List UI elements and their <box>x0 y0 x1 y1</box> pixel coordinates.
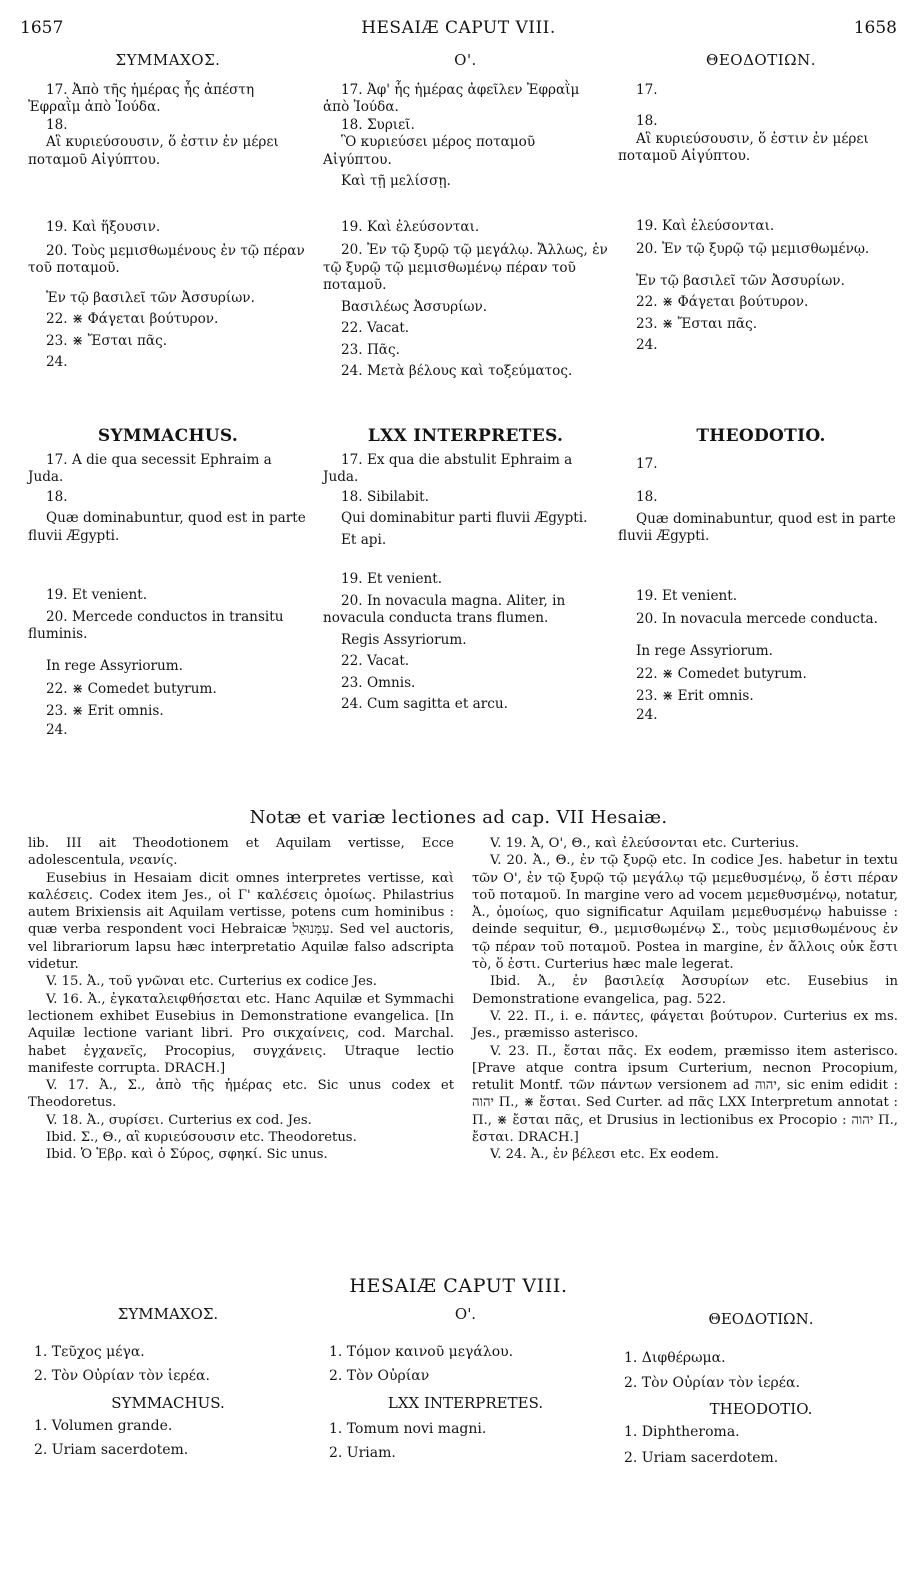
verse-line: Et api. <box>341 531 387 548</box>
page-number-left: 1657 <box>20 18 64 38</box>
note-paragraph: V. 22. Π., i. e. πάντες, φάγεται βούτυρον. Curterius ex ms. Jes., præmisso asterisco. <box>472 1008 898 1042</box>
verse-line: 24. Cum sagitta et arcu. <box>341 696 508 712</box>
verse-line: 17. <box>636 455 658 472</box>
verse-line: Ὃ κυριεύσει μέρος ποταμοῦ Αἰγύπτου. <box>323 134 536 168</box>
column-heading: THEODOTIO. <box>696 426 826 446</box>
verse-line: 20. Mercede conductos in transitu fluminis. <box>28 608 284 642</box>
verse-line: 18. Συριεῖ. <box>341 116 415 133</box>
note-paragraph: V. 17. Ἀ., Σ., ἀπὸ τῆς ἡμέρας etc. Sic unus codex et Theodoretus. <box>28 1078 454 1111</box>
verse-line: Αἳ κυριεύσουσιν, ὅ ἐστιν ἐν μέρει ποταμοῦ Αἰγύπτου. <box>618 130 869 164</box>
verse-line: 19. Et venient. <box>341 571 443 587</box>
verse-line: 2. Τὸν Οὐρίαν <box>329 1368 430 1384</box>
verse-line: 22. ⋇ Φάγεται βούτυρον. <box>636 294 809 310</box>
verse-line: 18. Sibilabit. <box>341 488 429 505</box>
verse-line: 17. Ἀφ' ἧς ἡμέρας ἀφεῖλεν Ἐφραῒμ ἀπὸ Ἰούδα. <box>323 81 580 115</box>
column-heading: Ο'. <box>454 51 477 69</box>
note-paragraph: Eusebius in Hesaiam dicit omnes interpretes vertisse, καὶ καλέσεις. Codex item Jes., οἱ Γ' καλέσεις ὁμοίως. Philastrius autem Brixiensis ait Aquilam vertisse, potens cum hominibus : quæ verba respondent voci Hebraicæ עִמָּנוּאֵל. Sed vel auctoris, vel librariorum lapsu hæc interpretatio Aquilæ falso adscripta videtur. <box>28 870 454 973</box>
verse-line: 17. <box>636 81 658 98</box>
verse-line: In rege Assyriorum. <box>46 657 183 674</box>
note-paragraph: Ibid. Σ., Θ., αἳ κυριεύσουσιν etc. Theodoretus. <box>46 1130 357 1146</box>
verse-line: 2. Τὸν Οὐρίαν τὸν ἱερέα. <box>34 1368 210 1384</box>
note-paragraph: V. 18. Ἀ., συρίσει. Curterius ex cod. Jes. <box>46 1112 312 1128</box>
verse-line: 17. Ex qua die abstulit Ephraim a Juda. <box>323 451 573 485</box>
verse-line: Βασιλέως Ἀσσυρίων. <box>341 298 488 315</box>
verse-line: Qui dominabitur parti fluvii Ægypti. <box>341 510 588 526</box>
verse-line: Καὶ τῇ μελίσσῃ. <box>341 173 451 189</box>
note-paragraph: V. 15. Ἀ., τοῦ γνῶναι etc. Curterius ex codice Jes. <box>46 974 377 990</box>
verse-line: 22. Vacat. <box>341 320 410 336</box>
note-paragraph: V. 16. Ἀ., ἐγκαταλειφθήσεται etc. Hanc Aquilæ et Symmachi lectionem exhibet Eusebius in Demonstratione evangelica. [In Aquilæ lectione variant libri. Pro σικχαίνεις, cod. Marchal. habet ἐγχανεῖς, Procopius, συγχάνεις. Utraque lectio manifeste corrupta. DRACH.] <box>28 991 454 1076</box>
verse-line: 19. Et venient. <box>46 587 148 603</box>
symmachus-latin-column <box>28 428 308 740</box>
lxx-greek-column <box>323 52 608 381</box>
verse-line: 20. In novacula magna. Aliter, in novacula conducta trans flumen. <box>323 592 566 626</box>
verse-line: 24. <box>46 722 68 738</box>
verse-line: 20. Τοὺς μεμισθωμένους ἐν τῷ πέραν τοῦ ποταμοῦ. <box>28 242 305 276</box>
running-title: HESAIÆ CAPUT VIII. <box>361 18 556 38</box>
verse-line: 22. ⋇ Comedet butyrum. <box>46 681 217 697</box>
column-heading: THEODOTIO. <box>709 1400 813 1418</box>
notes-right-column <box>472 835 898 1164</box>
verse-line: 20. Ἐν τῷ ξυρῷ τῷ μεμισθωμένῳ. <box>636 241 870 257</box>
column-heading: ΘΕΟΔΟΤΙΩΝ. <box>708 1310 814 1328</box>
chapter-title: HESAIÆ CAPUT VIII. <box>349 1275 568 1297</box>
verse-line: 17. A die qua secessit Ephraim a Juda. <box>28 451 272 485</box>
verse-line: Quæ dominabuntur, quod est in parte fluvii Ægypti. <box>28 510 306 544</box>
note-paragraph: Ibid. Ἀ., ἐν βασιλείᾳ Ἀσσυρίων etc. Eusebius in Demonstratione evangelica, pag. 522. <box>472 974 898 1007</box>
verse-line: 19. Καὶ ἐλεύσονται. <box>636 217 775 234</box>
verse-line: 23. Omnis. <box>341 674 416 691</box>
verse-line: 2. Uriam. <box>329 1445 396 1461</box>
column-heading: ΘΕΟΔΟΤΙΩΝ. <box>706 51 816 69</box>
column-heading: SYMMACHUS. <box>111 1394 225 1412</box>
verse-line: 1. Τόμον καινοῦ μεγάλου. <box>329 1344 514 1360</box>
note-paragraph: lib. III ait Theodotionem et Aquilam vertisse, Ecce adolescentula, νεανίς. <box>28 836 454 869</box>
verse-line: 24. Μετὰ βέλους καὶ τοξεύματος. <box>341 363 573 379</box>
verse-line: 17. Ἀπὸ τῆς ἡμέρας ἧς ἀπέστη Ἐφραῒμ ἀπὸ Ἰούδα. <box>28 81 255 115</box>
verse-line: 18. <box>636 113 658 129</box>
verse-line: 23. ⋇ Ἔσται πᾶς. <box>636 315 758 332</box>
verse-line: 20. In novacula mercede conducta. <box>636 611 878 627</box>
notes-left-column <box>28 835 454 1164</box>
symmachus-greek-column <box>28 52 308 372</box>
column-heading: ΣΥΜΜΑΧΟΣ. <box>117 1305 219 1323</box>
verse-line: 24. <box>46 354 68 370</box>
lxx-latin-column <box>323 428 608 714</box>
verse-line: 22. ⋇ Φάγεται βούτυρον. <box>46 311 219 327</box>
column-heading: LXX INTERPRETES. <box>387 1394 544 1412</box>
verse-line: 19. Καὶ ἐλεύσονται. <box>341 218 480 235</box>
verse-line: 1. Volumen grande. <box>34 1418 173 1434</box>
verse-line: 18. <box>46 116 68 133</box>
verse-line: 1. Tomum novi magni. <box>329 1421 487 1437</box>
column-heading: SYMMACHUS. <box>97 426 239 446</box>
verse-line: 22. Vacat. <box>341 653 410 669</box>
verse-line: 22. ⋇ Comedet butyrum. <box>636 666 807 682</box>
verse-line: Ἐν τῷ βασιλεῖ τῶν Ἀσσυρίων. <box>636 272 845 289</box>
note-paragraph: V. 23. Π., ἔσται πᾶς. Ex eodem, præmisso item asterisco. [Prave atque contra ipsum Curterium, necnon Procopium, retulit Montf. τῶν πάντων versionem ad יהוה, sic enim edidit : יהוה Π., ⋇ ἔσται. Sed Curter. ad πᾶς LXX Interpretum annotat : Π., ⋇ ἔσται πᾶς, et Drusius in lectionibus ex Procopio : יהוה Π., ἔσται. DRACH.] <box>472 1043 899 1146</box>
verse-line: 24. <box>636 707 658 723</box>
verse-line: 2. Uriam sacerdotem. <box>34 1442 189 1458</box>
verse-line: 18. <box>46 488 68 505</box>
column-heading: ΣΥΜΜΑΧΟΣ. <box>115 51 221 69</box>
verse-line: Regis Assyriorum. <box>341 631 467 648</box>
verse-line: 23. ⋇ Ἔσται πᾶς. <box>46 332 168 349</box>
verse-line: 2. Τὸν Οὐρίαν τὸν ἱερέα. <box>624 1375 800 1391</box>
verse-line: Ἐν τῷ βασιλεῖ τῶν Ἀσσυρίων. <box>46 289 255 306</box>
theodotion-latin-column <box>618 428 904 725</box>
verse-line: 1. Διφθέρωμα. <box>624 1350 726 1366</box>
note-paragraph: V. 20. Ἀ., Θ., ἐν τῷ ξυρῷ etc. In codice Jes. habetur in textu τῶν Ο', ἐν τῷ ξυρῷ τῷ μεγάλῳ τῷ μεμεθυσμένῳ, ὅ ἐστι πέραν τοῦ ποταμοῦ. In margine vero ad vocem μεμεθυσμένῳ, notatur, Ἀ., ὁμοίως, quo significatur Aquilam μεμεθυσμένῳ habuisse : deinde sequitur, Θ., μεμισθωμένῳ Σ., τοὺς μεμισθωμένους ἐν τῷ πέραν τοῦ ποταμοῦ. Postea in margine, ἐν ἄλλοις οὐκ ἔστι τὸ, ὅ ἐστι. Curterius hæc male legerat. <box>472 853 898 973</box>
verse-line: 23. Πᾶς. <box>341 341 400 358</box>
running-head <box>0 18 917 44</box>
verse-line: In rege Assyriorum. <box>636 642 773 659</box>
verse-line: Αἳ κυριεύσουσιν, ὅ ἐστιν ἐν μέρει ποταμοῦ Αἰγύπτου. <box>28 134 279 168</box>
verse-line: 2. Uriam sacerdotem. <box>624 1450 779 1466</box>
page-number-right: 1658 <box>853 18 897 38</box>
column-heading: LXX INTERPRETES. <box>367 426 564 446</box>
verse-line: 1. Diphtheroma. <box>624 1424 740 1440</box>
theodotion-greek-column <box>618 52 904 355</box>
verse-line: 19. Καὶ ἥξουσιν. <box>46 219 161 235</box>
verse-line: 20. Ἐν τῷ ξυρῷ τῷ μεγάλῳ. Ἄλλως, ἐν τῷ ξυρῷ τῷ μεμισθωμένῳ πέραν τοῦ ποταμοῦ. <box>323 242 608 293</box>
notes-title: Notæ et variæ lectiones ad cap. VII Hesaiæ. <box>249 807 668 828</box>
verse-line: 18. <box>636 489 658 505</box>
note-paragraph: V. 19. Ἀ, Ο', Θ., καὶ ἐλεύσονται etc. Curterius. <box>490 836 800 851</box>
verse-line: 24. <box>636 337 658 353</box>
column-heading: Ο'. <box>454 1305 477 1323</box>
verse-line: 1. Τεῦχος μέγα. <box>34 1344 145 1360</box>
verse-line: Quæ dominabuntur, quod est in parte fluvii Ægypti. <box>618 510 896 544</box>
verse-line: 19. Et venient. <box>636 587 738 604</box>
verse-line: 23. ⋇ Erit omnis. <box>46 702 164 719</box>
note-paragraph: Ibid. Ὁ Ἑβρ. καὶ ὁ Σύρος, σφηκί. Sic unus. <box>46 1147 328 1163</box>
verse-line: 23. ⋇ Erit omnis. <box>636 687 754 704</box>
note-paragraph: V. 24. Ἀ., ἐν βέλεσι etc. Ex eodem. <box>490 1147 719 1163</box>
